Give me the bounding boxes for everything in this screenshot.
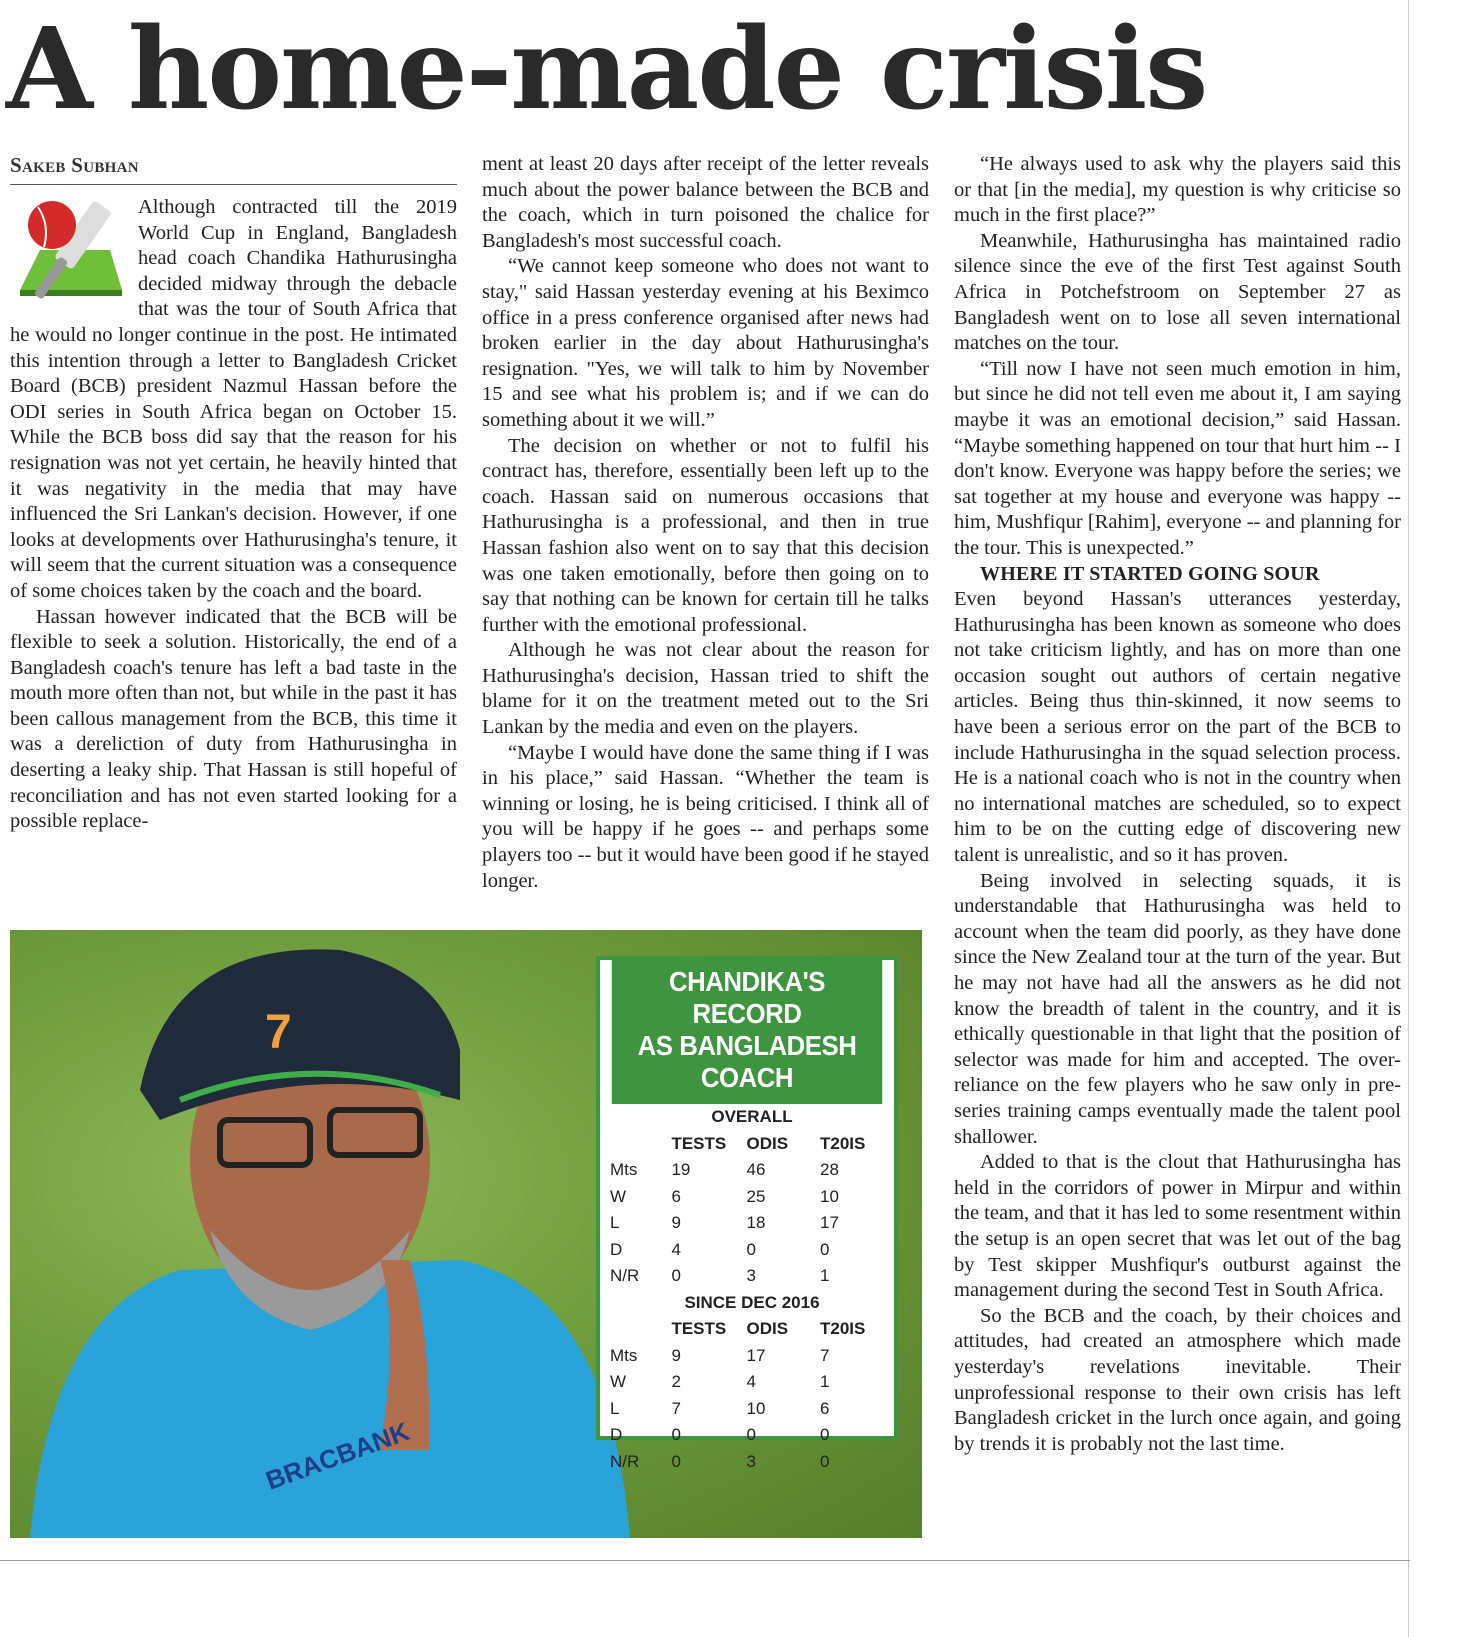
paragraph: “Till now I have not seen much emotion in him, but since he did not tell even me about it, I am saying maybe it was an emotional decision,” said Hassan. “Maybe something happened on tour that hurt him -- I don't know. Everyone was happy before the series; we sat together at my house and everyone was happy -- him, Mushfiqur [Rahim], everyone -- and planning for the tour. This is unexpected.”: [954, 357, 1401, 559]
record-value: 3: [746, 1451, 757, 1471]
coach-photo: [10, 930, 922, 1538]
paragraph: Although contracted till the 2019 World Cup in England, Bangladesh head coach Chandika Hathurusingha decided midway through the debacle that was the tour of South Africa that he would no longer continue in the post. He intimated this intention through a letter to Bangladesh Cricket Board (BCB) president Nazmul Hassan before the ODI series in South Africa began on October 15. While the BCB boss did say that the reason for his resignation was not yet certain, he heavily hinted that it was negativity in the media that may have influenced the Sri Lankan's decision. However, if one looks at developments over Hathurusingha's tenure, it will seem that the current situation was a consequence of some choices taken by the coach and the board.: [10, 196, 457, 602]
record-value: 3: [746, 1266, 757, 1286]
record-column-header: ODIS: [746, 1133, 789, 1153]
column-rule: [1408, 0, 1409, 1637]
record-row-label: D: [610, 1239, 623, 1259]
record-row: [610, 1396, 894, 1423]
paragraph: ment at least 20 days after receipt of the letter reveals much about the power balance between the BCB and the coach, which in turn poisoned the chalice for Bangladesh's most successful coach.: [482, 153, 929, 252]
record-title-line1: CHANDIKA'S RECORD: [668, 966, 826, 1029]
coach-record-table: [596, 956, 898, 1471]
record-row: [610, 1237, 894, 1264]
record-section-title: OVERALL: [711, 1107, 793, 1127]
subheading: WHERE IT STARTED GOING SOUR: [980, 562, 1320, 585]
record-row: [610, 1157, 894, 1184]
record-value: 4: [746, 1372, 757, 1392]
record-row: [610, 1263, 894, 1290]
record-row-label: L: [610, 1398, 620, 1418]
record-value: 18: [746, 1213, 766, 1233]
shirt-sponsor: BRACBANK: [261, 1416, 414, 1496]
record-value: 6: [820, 1398, 830, 1418]
record-column-header: T20IS: [820, 1133, 866, 1153]
record-value: 0: [820, 1451, 830, 1471]
record-value: 7: [671, 1398, 681, 1418]
record-row-label: N/R: [610, 1451, 640, 1471]
record-value: 9: [671, 1213, 681, 1233]
record-value: 10: [746, 1398, 766, 1418]
record-value: 19: [671, 1160, 691, 1180]
record-value: 0: [820, 1425, 830, 1445]
record-value: 1: [820, 1266, 830, 1286]
record-row: [610, 1343, 894, 1370]
byline: Sakeb Subhan: [10, 152, 457, 185]
article-column-1: [10, 152, 457, 835]
record-row-label: D: [610, 1425, 623, 1445]
empty-cell: [610, 1316, 671, 1343]
headline: A home-made crisis: [6, 4, 1207, 135]
page-rule: [0, 1560, 1410, 1561]
cricket-ball-bat-icon: [10, 195, 130, 310]
record-title: [612, 960, 882, 1104]
paragraph: Meanwhile, Hathurusingha has maintained radio silence since the eve of the first Test against South Africa in Potchefstroom on September 27 as Bangladesh went on to lose all seven international matches on the tour.: [954, 229, 1401, 355]
record-value: 0: [820, 1239, 830, 1259]
paragraph: “He always used to ask why the players said this or that [in the media], my question is why criticise so much in the first place?”: [954, 153, 1401, 227]
record-column-header: ODIS: [746, 1319, 789, 1339]
paragraph: “Maybe I would have done the same thing if I was in his place,” said Hassan. “Whether the team is winning or losing, he is being criticised. I think all of you will be happy if he goes -- and perhaps some players too -- but it would have been good if he stayed longer.: [482, 741, 929, 892]
record-value: 7: [820, 1345, 830, 1365]
record-row-label: W: [610, 1372, 627, 1392]
record-value: 0: [746, 1239, 757, 1259]
record-row-label: N/R: [610, 1266, 640, 1286]
record-column-header: T20IS: [820, 1319, 866, 1339]
paragraph: So the BCB and the coach, by their choices and attitudes, had created an atmosphere which made yesterday's revelations inevitable. Their unprofessional response to their own crisis has left Bangladesh cricket in the lurch once again, and going by trends it is probably not the last time.: [954, 1304, 1401, 1455]
record-value: 28: [820, 1160, 839, 1180]
record-value: 0: [671, 1425, 681, 1445]
record-column-header: TESTS: [671, 1133, 727, 1153]
record-row-label: Mts: [610, 1160, 638, 1180]
record-value: 0: [671, 1451, 681, 1471]
paragraph: Added to that is the clout that Hathurusingha has held in the corridors of power in Mirpur and within the team, and that it has led to some resentment within the setup is an open secret that was let out of the bag by Test skipper Mushfiqur's outburst against the management during the second Test in South Africa.: [954, 1151, 1401, 1302]
paragraph: The decision on whether or not to fulfil his contract has, therefore, essentially been left up to the coach. Hassan said on numerous occasions that Hathurusingha is a professional, and then in true Hassan fashion also went on to say that this decision was one taken emotionally, before then going on to say that nothing can be known for certain till he talks further with the emotional professional.: [482, 434, 929, 636]
record-title-line2: AS BANGLADESH COACH: [637, 1030, 857, 1093]
record-row: [610, 1449, 894, 1476]
record-table: [610, 1104, 894, 1475]
record-value: 17: [746, 1345, 766, 1365]
record-value: 10: [820, 1186, 839, 1206]
article-column-3: [954, 152, 1401, 1457]
paragraph: Hassan however indicated that the BCB will be flexible to seek a solution. Historically, the end of a Bangladesh coach's tenure has left a bad taste in the mouth more often than not, but while in the past it has been callous management from the BCB, this time it was a dereliction of duty from Hathurusingha in deserting a leaky ship. That Hassan is still hopeful of reconciliation and has not even started looking for a possible replace-: [10, 605, 457, 833]
record-value: 1: [820, 1372, 830, 1392]
record-value: 6: [671, 1186, 681, 1206]
record-value: 17: [820, 1213, 839, 1233]
record-value: 2: [671, 1372, 681, 1392]
paragraph: Even beyond Hassan's utterances yesterday, Hathurusingha has been known as someone who does not take criticism lightly, and has on more than one occasion sought out authors of certain negative articles. Being thus thin-skinned, it now seems to have been a serious error on the part of the BCB to include Hathurusingha in the squad selection process. He is a national coach who is not in the country when no international matches are scheduled, so to expect him to be on the cutting edge of discovering new talent is unrealistic, and so it has proven.: [954, 588, 1401, 867]
empty-cell: [610, 1131, 671, 1158]
record-row-label: Mts: [610, 1345, 638, 1365]
record-column-header: TESTS: [671, 1319, 727, 1339]
record-row: [610, 1369, 894, 1396]
record-value: 46: [746, 1160, 766, 1180]
record-value: 4: [671, 1239, 681, 1259]
record-row: [610, 1210, 894, 1237]
paragraph: “We cannot keep someone who does not want to stay," said Hassan yesterday evening at his Beximco office in a press conference organised after news had broken earlier in the day about Hathurusingha's resignation. "Yes, we will talk to him by November 15 and see what his problem is; and if we can do something about it we will.”: [482, 255, 929, 431]
paragraph: Being involved in selecting squads, it is understandable that Hathurusingha was held to account when the team did poorly, as they have done since the New Zealand tour at the turn of the year. But he may not have had all the answers as he did not know the breadth of talent in the country, and it is ethically questionable in that light that the position of selector was made for him and accepted. The over-reliance on the few players who he saw only in pre-series training camps eventually made the talent pool shallower.: [954, 869, 1401, 1148]
record-row-label: W: [610, 1186, 627, 1206]
record-value: 0: [671, 1266, 681, 1286]
record-value: 0: [746, 1425, 757, 1445]
record-row: [610, 1422, 894, 1449]
record-value: 25: [746, 1186, 766, 1206]
record-section-title: SINCE DEC 2016: [684, 1292, 820, 1312]
cap-logo: 7: [265, 1006, 292, 1059]
record-value: 9: [671, 1345, 681, 1365]
article-column-2: [482, 152, 929, 894]
record-row-label: L: [610, 1213, 620, 1233]
paragraph: Although he was not clear about the reason for Hathurusingha's decision, Hassan tried to shift the blame for it on the treatment meted out to the Sri Lankan by the media and even on the players.: [482, 639, 929, 739]
record-row: [610, 1184, 894, 1211]
